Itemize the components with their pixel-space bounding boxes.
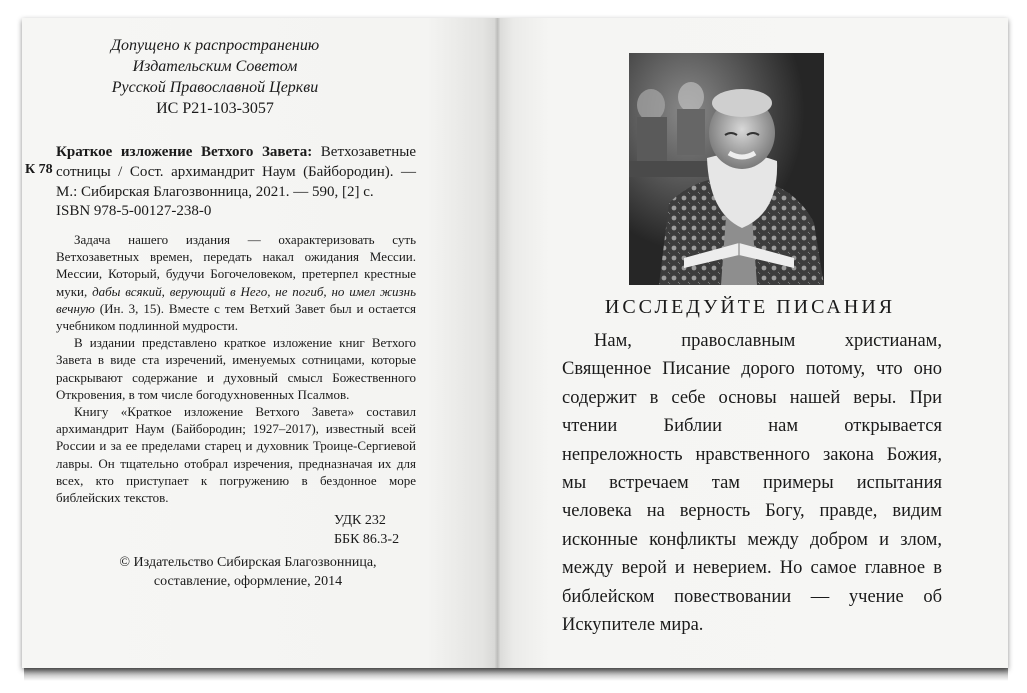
approval-line: Допущено к распространению — [110, 37, 320, 54]
book-title: Краткое изложение Ветхого Завета: — [56, 144, 313, 160]
call-number: К 78 — [25, 162, 53, 177]
annotation-paragraph: В издании представлено краткое изложение книг Ветхого Завета в виде ста изречений, именуемых сотницами, которые раскрывают содержание и духовный смысл Божественного Откровения, в том числе богодухновенных Псалмов. — [56, 335, 416, 402]
copyright-line: © Издательство Сибирская Благозвонница, — [119, 555, 377, 570]
book-gutter — [495, 18, 500, 668]
approval-code: ИС Р21-103-3057 — [156, 100, 274, 117]
annotation — [56, 231, 416, 506]
page-shadow — [24, 667, 1008, 681]
annotation-text: (Ин. 3, 15). Вместе с тем Ветхий Завет был и остается учебником подлинной мудрости. — [56, 300, 416, 334]
annotation-paragraph — [56, 231, 416, 334]
section-title: ИССЛЕДУЙТЕ ПИСАНИЯ — [604, 296, 896, 318]
elder-photo — [629, 53, 824, 285]
copyright-line: составление, оформление, 2014 — [153, 574, 343, 589]
approval-line: Издательским Советом — [132, 58, 298, 75]
classification-codes — [334, 511, 399, 549]
approval-line: Русской Православной Церкви — [111, 79, 319, 96]
approval-block — [20, 35, 410, 119]
body-paragraph: Нам, православным христианам, Священное Писание дорого потому, что оно содержит в себе основы нашей веры. При чтении Библии нам открывается непреложность нравственного закона Божия, мы встречаем там примеры испытания человека на верность Богу, правде, видим исконные конфликты между добром и злом, между верой и неверием. Но самое главное в библейском повествовании — учение об Искупителе мира. — [562, 331, 942, 636]
scripture-quote: дабы всякий, верующий в Него, не погиб, но имел жизнь вечную — [56, 283, 416, 316]
photo-illustration — [629, 53, 824, 285]
biblio-details: Ветхозаветные сотницы / Сост. архимандрит Наум (Байбородин). — М.: Сибирская Благозвонница, 2021. — 590, [2] с. — [56, 144, 416, 200]
copyright — [118, 553, 378, 591]
bbk-code: ББК 86.3-2 — [334, 532, 400, 547]
bibliographic-entry — [56, 142, 416, 202]
udk-code: УДК 232 — [334, 513, 386, 528]
annotation-paragraph: Книгу «Краткое изложение Ветхого Завета» составил архимандрит Наум (Байбородин; 1927–2017), известный всей России и за ее пределами старец и духовник Троице-Сергиевой лавры. Он тщательно отобрал изречения, предназначая их для всех, кто приступает к погружению в бездонное море библейских текстов. — [56, 404, 416, 506]
annotation-text: Задача нашего издания — охарактеризовать суть Ветхозаветных времен, передать накал ожидания Мессии. Мессии, Который, будучи Богочеловеком, претерпел крестные муки, — [56, 232, 416, 299]
isbn: ISBN 978-5-00127-238-0 — [56, 203, 212, 219]
